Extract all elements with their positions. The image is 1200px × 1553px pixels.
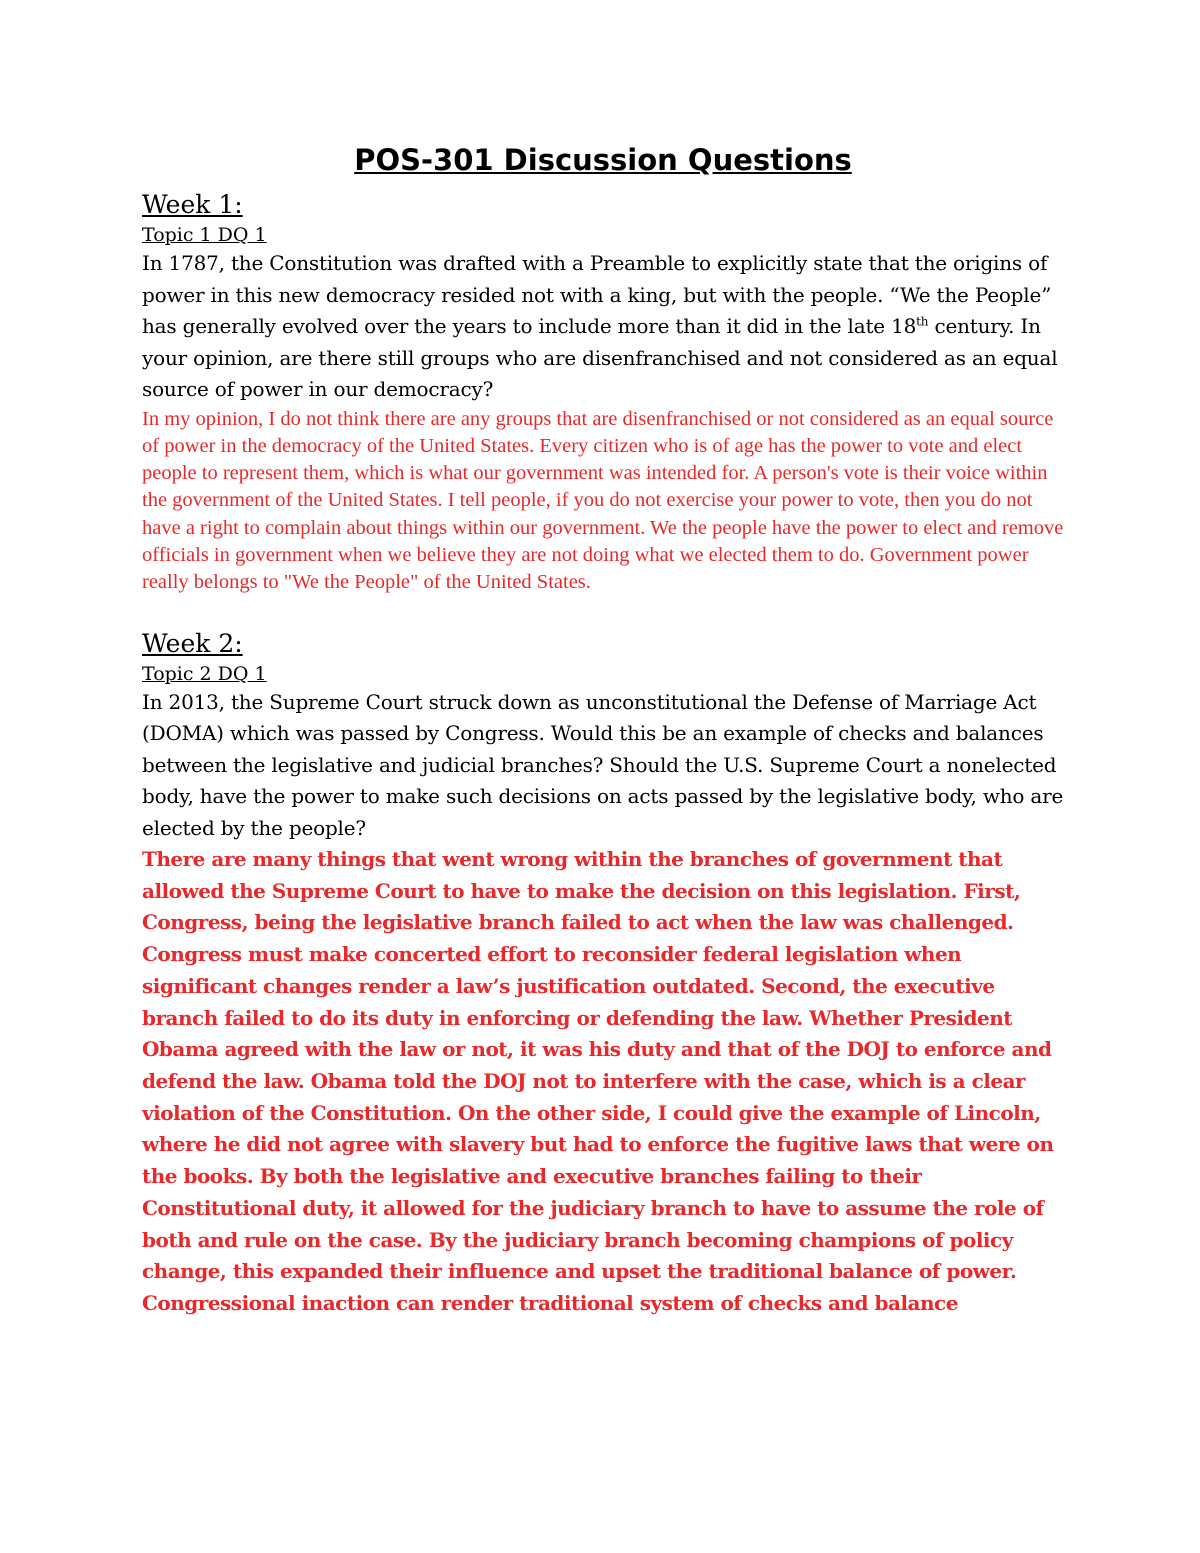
document-page <box>142 140 1064 1320</box>
week-2-topic: Topic 2 DQ 1 <box>142 662 267 685</box>
week-1-question-part2: century. In your opinion, are there still groups who are disenfranchised and not considered as an equal source of power in our democracy? <box>142 314 1058 401</box>
week-2-question: In 2013, the Supreme Court struck down as unconstitutional the Defense of Marriage Act (DOMA) which was passed by Congress. Would this be an example of checks and balances between the legislative and judicial branches? Should the U.S. Supreme Court a nonelected body, have the power to make such decisions on acts passed by the legislative body, who are elected by the people? <box>142 689 1064 840</box>
week-1-answer: In my opinion, I do not think there are any groups that are disenfranchised or not considered as an equal source of power in the democracy of the United States. Every citizen who is of age has the power to vote and elect people to represent them, which is what our government was intended for. A person's vote is their voice within the government of the United States. I tell people, if you do not exercise your power to vote, then you do not have a right to complain about things within our government. We the people have the power to elect and remove officials in government when we believe they are not doing what we elected them to do. Government power really belongs to "We the People" of the United States. <box>142 407 1064 594</box>
week-1-question-superscript: th <box>916 314 929 329</box>
week-1-heading: Week 1: <box>142 190 243 219</box>
week-1-section <box>142 188 1064 597</box>
week-2-section <box>142 627 1064 1320</box>
section-spacer <box>142 597 1064 627</box>
document-title: POS-301 Discussion Questions <box>354 143 852 177</box>
week-2-heading: Week 2: <box>142 628 243 658</box>
week-1-question <box>142 248 1064 406</box>
week-1-question-part1: In 1787, the Constitution was drafted with a Preamble to explicitly state that the origins of power in this new democracy resided not with a king, but with the people. “We the People” has generally evolved over the years to include more than it did in the late 18 <box>142 251 1052 338</box>
week-2-answer: There are many things that went wrong within the branches of government that allowed the Supreme Court to have to make the decision on this legislation. First, Congress, being the legislative branch failed to act when the law was challenged. Congress must make concerted effort to reconsider federal legislation when significant changes render a law’s justification outdated. Second, the executive branch failed to do its duty in enforcing or defending the law. Whether President Obama agreed with the law or not, it was his duty and that of the DOJ to enforce and defend the law. Obama told the DOJ not to interfere with the case, which is a clear violation of the Constitution. On the other side, I could give the example of Lincoln, where he did not agree with slavery but had to enforce the fugitive laws that were on the books. By both the legislative and executive branches failing to their Constitutional duty, it allowed for the judiciary branch to have to assume the role of both and rule on the case. By the judiciary branch becoming champions of policy change, this expanded their influence and upset the traditional balance of power. Congressional inaction can render traditional system of checks and balance <box>142 847 1054 1315</box>
week-1-topic: Topic 1 DQ 1 <box>142 224 267 246</box>
